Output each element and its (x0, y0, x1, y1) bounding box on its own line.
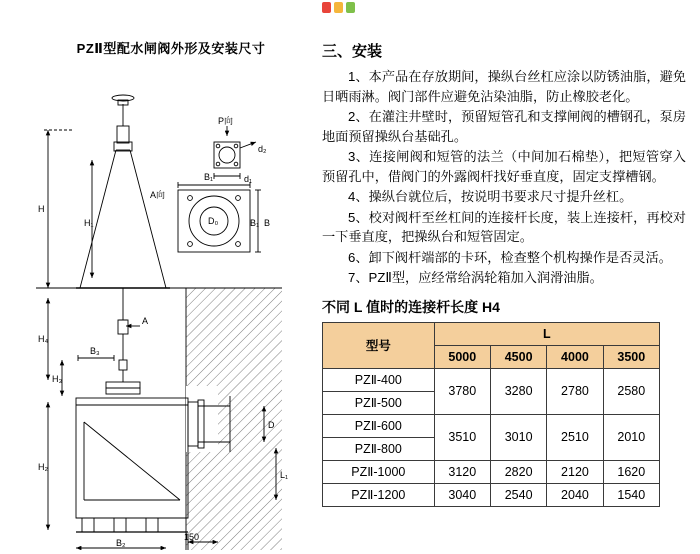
cell-model: PZⅡ-800 (323, 437, 435, 460)
header-l-5000: 5000 (434, 345, 490, 368)
label-d: D (268, 420, 275, 430)
table-row (323, 414, 660, 437)
label-b2: B₂ (116, 538, 126, 548)
label-a-view: A向 (150, 190, 166, 200)
cell-model: PZⅡ-400 (323, 368, 435, 391)
label-h3: H₃ (52, 374, 63, 384)
h4-length-table (322, 322, 660, 507)
table-row (323, 368, 660, 391)
dot-yellow-icon (334, 2, 343, 13)
cell-value: 2010 (603, 414, 659, 460)
label-d0: D₀ (208, 216, 219, 226)
label-h2: H₂ (38, 462, 48, 472)
cell-value: 2540 (490, 483, 546, 506)
cell-model: PZⅡ-600 (323, 414, 435, 437)
cell-value: 3780 (434, 368, 490, 414)
label-150: 150 (184, 532, 200, 542)
paragraph-2: 2、在灌注井壁时，预留短管孔和支撑闸阀的槽钢孔，泵房地面预留操纵台基础孔。 (322, 109, 686, 144)
dot-green-icon (346, 2, 355, 13)
table-row (323, 483, 660, 506)
cell-value: 3040 (434, 483, 490, 506)
label-p-view: P向 (218, 116, 234, 126)
cell-value: 2120 (547, 460, 603, 483)
cell-value: 2510 (547, 414, 603, 460)
label-l1: L₁ (280, 470, 289, 480)
header-l-4500: 4500 (490, 345, 546, 368)
cell-model: PZⅡ-1200 (323, 483, 435, 506)
section-title: 三、安装 (322, 43, 383, 60)
label-h4: H₄ (38, 334, 49, 344)
cell-value: 2820 (490, 460, 546, 483)
header-l-4000: 4000 (547, 345, 603, 368)
paragraph-5: 5、校对阀杆至丝杠间的连接杆长度，装上连接杆，再校对一下垂直度，把操纵台和短管固定。 (322, 209, 686, 244)
header-l-3500: 3500 (603, 345, 659, 368)
table-row (323, 460, 660, 483)
paragraph-3: 3、连接闸阀和短管的法兰（中间加石棉垫），把短管穿入预留孔中，借阀门的外露阀杆找好垂直度，固定支撑槽钢。 (322, 149, 686, 184)
dot-red-icon (322, 2, 331, 13)
paragraph-6: 6、卸下阀杆端部的卡环，检查整个机构操作是否灵活。 (348, 249, 672, 265)
paragraph-1: 1、本产品在存放期间，操纵台丝杠应涂以防锈油脂，避免日晒雨淋。阀门部件应避免沾染油脂，防止橡胶老化。 (322, 69, 686, 104)
cell-value: 3510 (434, 414, 490, 460)
label-b1: B₁ (204, 172, 214, 182)
label-b3: B₃ (90, 346, 100, 356)
decorative-dots (322, 2, 355, 13)
technical-drawing (18, 30, 310, 550)
label-h: H (38, 204, 45, 214)
cell-value: 2580 (603, 368, 659, 414)
drawing-svg (18, 30, 310, 550)
table-header-row-1 (323, 322, 660, 345)
table-caption: 不同 L 值时的连接杆长度 H4 (322, 298, 500, 315)
paragraph-7: 7、PZⅡ型，应经常给涡轮箱加入润滑油脂。 (348, 270, 603, 285)
label-b: B (264, 218, 271, 228)
drawing-title: PZⅡ型配水闸阀外形及安装尺寸 (76, 41, 266, 56)
cell-value: 3280 (490, 368, 546, 414)
label-d2: d₂ (258, 144, 267, 154)
cell-value: 2780 (547, 368, 603, 414)
cell-value: 1540 (603, 483, 659, 506)
cell-model: PZⅡ-500 (323, 391, 435, 414)
cell-value: 1620 (603, 460, 659, 483)
cell-value: 2040 (547, 483, 603, 506)
instructions-panel (322, 40, 686, 507)
cell-value: 3010 (490, 414, 546, 460)
paragraph-4: 4、操纵台就位后，按说明书要求尺寸提升丝杠。 (348, 189, 633, 204)
label-h1: H₁ (84, 218, 94, 228)
label-a-mark: A (142, 316, 149, 326)
label-b-inner: B₁ (250, 218, 260, 228)
header-l-group: L (434, 322, 659, 345)
header-model: 型号 (323, 322, 435, 368)
label-d1: d₁ (244, 174, 253, 184)
cell-value: 3120 (434, 460, 490, 483)
cell-model: PZⅡ-1000 (323, 460, 435, 483)
